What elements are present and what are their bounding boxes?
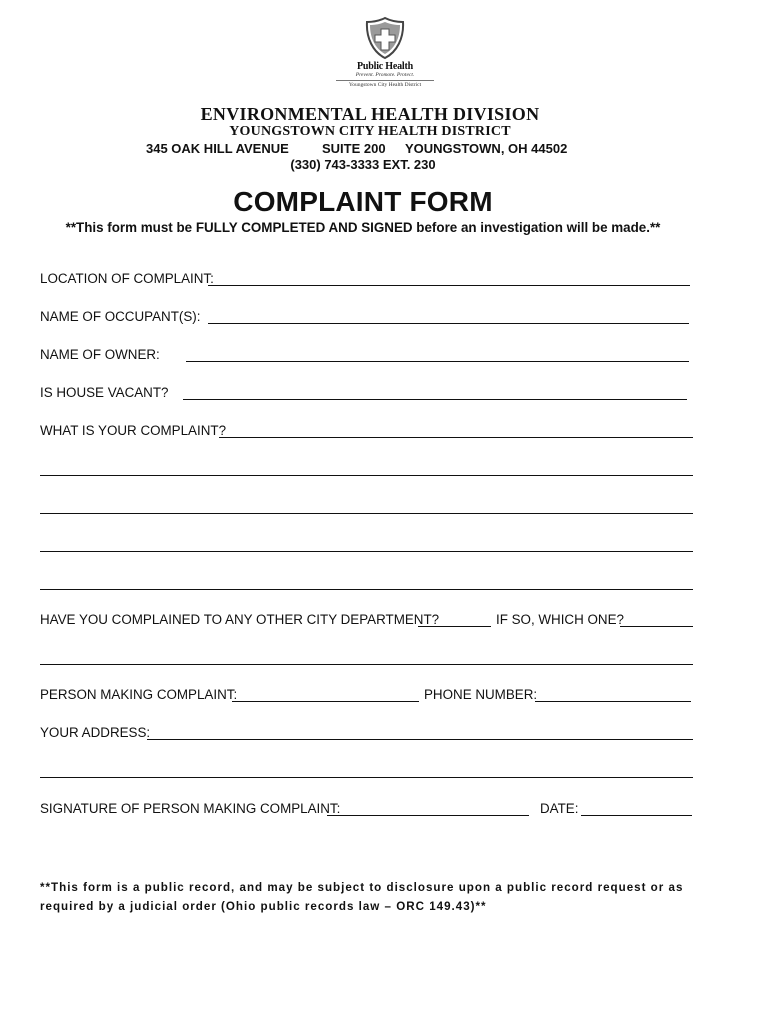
public-record-disclaimer: **This form is a public record, and may be subject to disclosure upon a public record request or as required by a judicial order (Ohio public records law – ORC 149.43)** <box>40 881 684 913</box>
address-continuation-line[interactable] <box>40 777 693 778</box>
occupants-label: NAME OF OCCUPANT(S): <box>40 309 201 324</box>
signature-input-line[interactable] <box>327 815 529 816</box>
logo-district: Youngstown City Health District <box>348 82 422 88</box>
address-input-line[interactable] <box>147 739 693 740</box>
form-title: COMPLAINT FORM <box>233 186 493 217</box>
owner-input-line[interactable] <box>186 361 689 362</box>
city-state-zip: YOUNGSTOWN, OH 44502 <box>405 141 568 156</box>
district-heading: YOUNGSTOWN CITY HEALTH DISTRICT <box>229 124 511 139</box>
division-heading: ENVIRONMENTAL HEALTH DIVISION <box>200 104 540 124</box>
public-health-logo <box>330 16 440 89</box>
suite-number: SUITE 200 <box>322 141 386 156</box>
person-label: PERSON MAKING COMPLAINT: <box>40 687 238 702</box>
phone-input-line[interactable] <box>535 701 691 702</box>
occupants-input-line[interactable] <box>208 323 689 324</box>
address-label: YOUR ADDRESS: <box>40 725 151 740</box>
date-label: DATE: <box>540 801 579 816</box>
which-one-input-line[interactable] <box>620 626 693 627</box>
complaint-continuation-line[interactable] <box>40 475 693 476</box>
complaint-label: WHAT IS YOUR COMPLAINT? <box>40 423 227 438</box>
person-input-line[interactable] <box>232 701 419 702</box>
signature-label: SIGNATURE OF PERSON MAKING COMPLAINT: <box>40 801 341 816</box>
health-shield-cross-icon <box>363 16 407 60</box>
complaint-input-line[interactable] <box>219 437 693 438</box>
owner-label: NAME OF OWNER: <box>40 347 160 362</box>
which-one-continuation-line[interactable] <box>40 664 693 665</box>
complaint-continuation-line[interactable] <box>40 513 693 514</box>
which-one-label: IF SO, WHICH ONE? <box>496 612 624 627</box>
other-department-input-line[interactable] <box>418 626 491 627</box>
other-department-label: HAVE YOU COMPLAINED TO ANY OTHER CITY DEPARTMENT? <box>40 612 440 627</box>
complaint-continuation-line[interactable] <box>40 589 693 590</box>
complaint-continuation-line[interactable] <box>40 551 693 552</box>
phone-label: PHONE NUMBER: <box>424 687 538 702</box>
date-input-line[interactable] <box>581 815 692 816</box>
location-input-line[interactable] <box>208 285 690 286</box>
vacant-label: IS HOUSE VACANT? <box>40 385 169 400</box>
logo-slogan: Prevent. Promote. Protect. <box>355 72 415 78</box>
logo-title: Public Health <box>356 61 413 72</box>
street-address: 345 OAK HILL AVENUE <box>146 141 289 156</box>
location-label: LOCATION OF COMPLAINT: <box>40 271 214 286</box>
office-phone: (330) 743-3333 EXT. 230 <box>290 157 436 172</box>
vacant-input-line[interactable] <box>183 399 687 400</box>
completion-notice: **This form must be FULLY COMPLETED AND SIGNED before an investigation will be made.** <box>65 220 661 235</box>
